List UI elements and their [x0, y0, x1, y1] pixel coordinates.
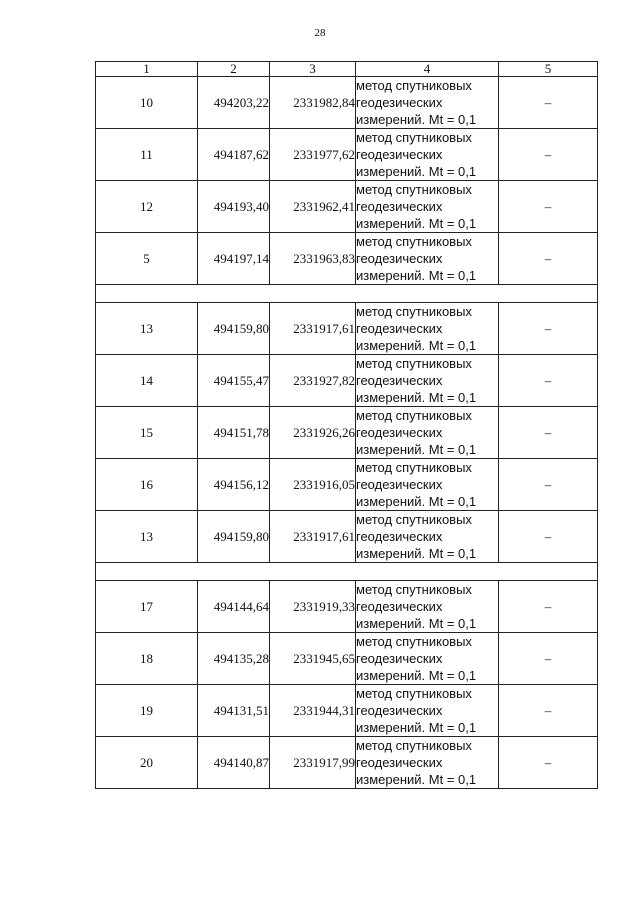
column-5-cell: – — [499, 303, 598, 355]
separator-cell — [96, 563, 598, 581]
table-row — [96, 459, 598, 511]
y-coordinate-cell: 2331917,99 — [270, 737, 356, 789]
table-row — [96, 129, 598, 181]
point-number-cell: 5 — [96, 233, 198, 285]
method-text-line: измерений. Mt = 0,1 — [356, 668, 477, 683]
point-number-cell: 12 — [96, 181, 198, 233]
x-coordinate-cell: 494159,80 — [198, 303, 270, 355]
x-coordinate-cell: 494140,87 — [198, 737, 270, 789]
method-text-line: метод спутниковых — [356, 130, 472, 145]
y-coordinate-cell: 2331945,65 — [270, 633, 356, 685]
method-text-line: геодезических — [356, 477, 443, 492]
header-cell-3: 3 — [270, 62, 356, 77]
x-coordinate-cell: 494156,12 — [198, 459, 270, 511]
table-row — [96, 181, 598, 233]
method-text-line: измерений. Mt = 0,1 — [356, 390, 477, 405]
method-cell — [356, 511, 499, 563]
method-text-line: измерений. Mt = 0,1 — [356, 494, 477, 509]
table-row — [96, 355, 598, 407]
contour-separator-row — [96, 285, 598, 303]
method-cell — [356, 633, 499, 685]
column-5-cell: – — [499, 685, 598, 737]
method-cell — [356, 233, 499, 285]
table-row — [96, 407, 598, 459]
y-coordinate-cell: 2331982,84 — [270, 77, 356, 129]
y-coordinate-cell: 2331977,62 — [270, 129, 356, 181]
table-row — [96, 581, 598, 633]
x-coordinate-cell: 494193,40 — [198, 181, 270, 233]
y-coordinate-cell: 2331927,82 — [270, 355, 356, 407]
method-text-line: метод спутниковых — [356, 512, 472, 527]
method-cell — [356, 407, 499, 459]
y-coordinate-cell: 2331963,83 — [270, 233, 356, 285]
x-coordinate-cell: 494144,64 — [198, 581, 270, 633]
method-text-line: геодезических — [356, 373, 443, 388]
table-row — [96, 685, 598, 737]
method-text-line: геодезических — [356, 147, 443, 162]
y-coordinate-cell: 2331926,26 — [270, 407, 356, 459]
method-text-line: метод спутниковых — [356, 304, 472, 319]
method-text-line: метод спутниковых — [356, 634, 472, 649]
point-number-cell: 13 — [96, 303, 198, 355]
column-5-cell: – — [499, 737, 598, 789]
method-text-line: метод спутниковых — [356, 234, 472, 249]
method-text-line: измерений. Mt = 0,1 — [356, 772, 477, 787]
point-number-cell: 16 — [96, 459, 198, 511]
method-text-line: геодезических — [356, 251, 443, 266]
y-coordinate-cell: 2331917,61 — [270, 303, 356, 355]
x-coordinate-cell: 494197,14 — [198, 233, 270, 285]
method-text-line: геодезических — [356, 651, 443, 666]
x-coordinate-cell: 494135,28 — [198, 633, 270, 685]
method-cell — [356, 685, 499, 737]
y-coordinate-cell: 2331916,05 — [270, 459, 356, 511]
method-cell — [356, 581, 499, 633]
table-row — [96, 633, 598, 685]
method-text-line: геодезических — [356, 199, 443, 214]
header-cell-2: 2 — [198, 62, 270, 77]
method-cell — [356, 129, 499, 181]
column-5-cell: – — [499, 633, 598, 685]
method-text-line: метод спутниковых — [356, 738, 472, 753]
column-5-cell: – — [499, 355, 598, 407]
y-coordinate-cell: 2331917,61 — [270, 511, 356, 563]
header-row — [96, 62, 598, 77]
method-text-line: метод спутниковых — [356, 460, 472, 475]
column-5-cell: – — [499, 77, 598, 129]
x-coordinate-cell: 494155,47 — [198, 355, 270, 407]
method-text-line: геодезических — [356, 425, 443, 440]
point-number-cell: 10 — [96, 77, 198, 129]
point-number-cell: 17 — [96, 581, 198, 633]
table-body — [96, 62, 598, 789]
method-text-line: измерений. Mt = 0,1 — [356, 338, 477, 353]
x-coordinate-cell: 494203,22 — [198, 77, 270, 129]
method-text-line: измерений. Mt = 0,1 — [356, 216, 477, 231]
method-text-line: метод спутниковых — [356, 182, 472, 197]
point-number-cell: 11 — [96, 129, 198, 181]
header-cell-4: 4 — [356, 62, 499, 77]
method-cell — [356, 459, 499, 511]
y-coordinate-cell: 2331962,41 — [270, 181, 356, 233]
method-text-line: геодезических — [356, 755, 443, 770]
method-text-line: измерений. Mt = 0,1 — [356, 268, 477, 283]
method-text-line: метод спутниковых — [356, 408, 472, 423]
y-coordinate-cell: 2331944,31 — [270, 685, 356, 737]
contour-separator-row — [96, 563, 598, 581]
method-text-line: геодезических — [356, 703, 443, 718]
method-text-line: метод спутниковых — [356, 686, 472, 701]
point-number-cell: 19 — [96, 685, 198, 737]
x-coordinate-cell: 494159,80 — [198, 511, 270, 563]
point-number-cell: 18 — [96, 633, 198, 685]
table-row — [96, 303, 598, 355]
coordinates-table — [95, 61, 598, 789]
method-text-line: измерений. Mt = 0,1 — [356, 112, 477, 127]
column-5-cell: – — [499, 407, 598, 459]
column-5-cell: – — [499, 233, 598, 285]
header-cell-1: 1 — [96, 62, 198, 77]
x-coordinate-cell: 494131,51 — [198, 685, 270, 737]
method-text-line: геодезических — [356, 321, 443, 336]
page-number: 28 — [314, 27, 326, 39]
method-cell — [356, 355, 499, 407]
separator-cell — [96, 285, 598, 303]
point-number-cell: 14 — [96, 355, 198, 407]
table-row — [96, 77, 598, 129]
method-cell — [356, 303, 499, 355]
method-cell — [356, 737, 499, 789]
point-number-cell: 15 — [96, 407, 198, 459]
method-text-line: метод спутниковых — [356, 582, 472, 597]
column-5-cell: – — [499, 181, 598, 233]
point-number-cell: 13 — [96, 511, 198, 563]
method-cell — [356, 181, 499, 233]
method-text-line: измерений. Mt = 0,1 — [356, 616, 477, 631]
table-row — [96, 511, 598, 563]
method-text-line: измерений. Mt = 0,1 — [356, 442, 477, 457]
method-text-line: геодезических — [356, 95, 443, 110]
point-number-cell: 20 — [96, 737, 198, 789]
header-cell-5: 5 — [499, 62, 598, 77]
x-coordinate-cell: 494187,62 — [198, 129, 270, 181]
method-text-line: метод спутниковых — [356, 78, 472, 93]
method-text-line: измерений. Mt = 0,1 — [356, 720, 477, 735]
method-cell — [356, 77, 499, 129]
method-text-line: измерений. Mt = 0,1 — [356, 546, 477, 561]
method-text-line: геодезических — [356, 529, 443, 544]
table-row — [96, 737, 598, 789]
method-text-line: метод спутниковых — [356, 356, 472, 371]
x-coordinate-cell: 494151,78 — [198, 407, 270, 459]
column-5-cell: – — [499, 459, 598, 511]
column-5-cell: – — [499, 581, 598, 633]
table-row — [96, 233, 598, 285]
column-5-cell: – — [499, 129, 598, 181]
method-text-line: измерений. Mt = 0,1 — [356, 164, 477, 179]
y-coordinate-cell: 2331919,33 — [270, 581, 356, 633]
method-text-line: геодезических — [356, 599, 443, 614]
column-5-cell: – — [499, 511, 598, 563]
